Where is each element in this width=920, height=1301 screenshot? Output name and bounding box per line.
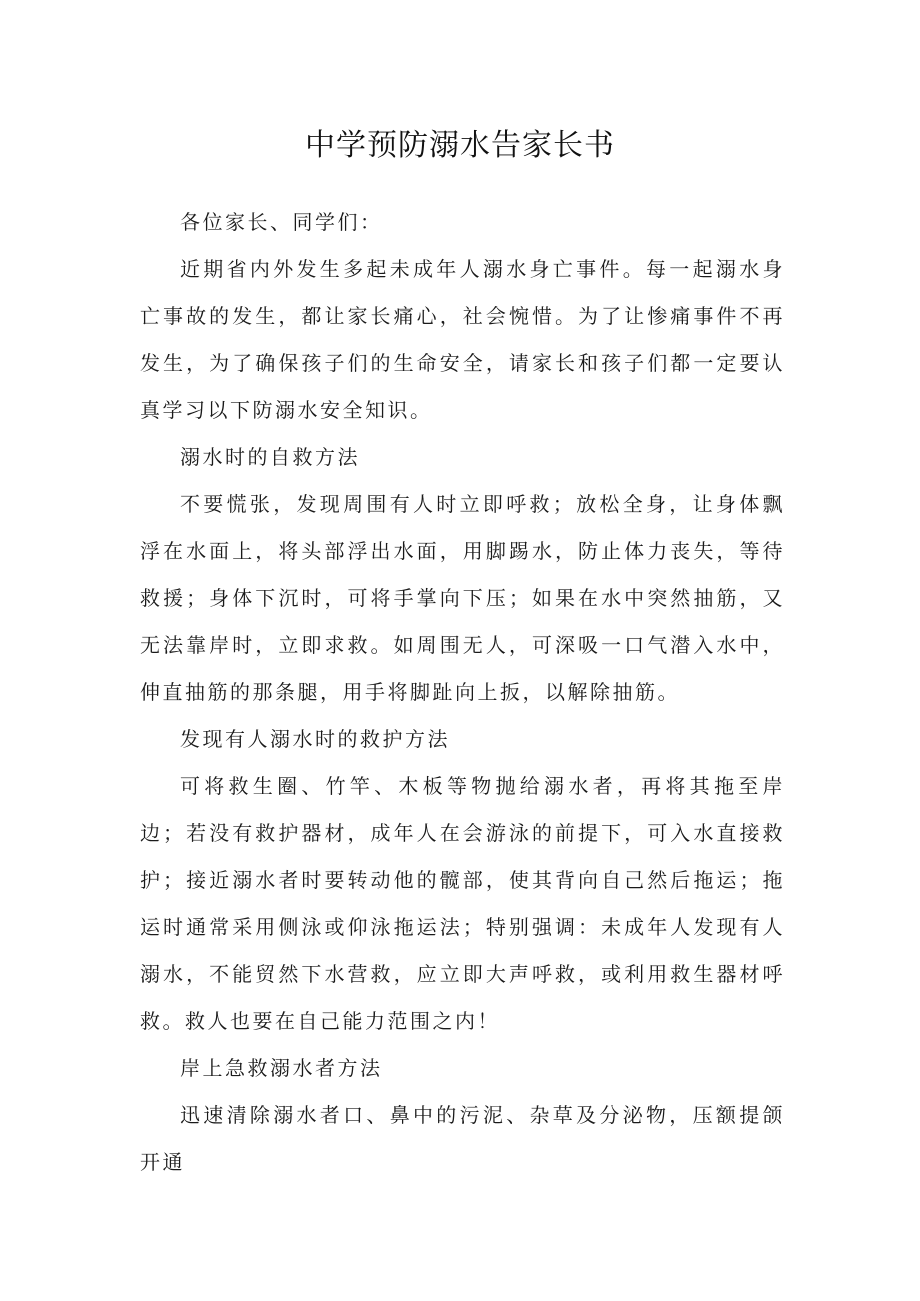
self-rescue-paragraph: 不要慌张，发现周围有人时立即呼救；放松全身，让身体飘浮在水面上，将头部浮出水面，用脚踢水，防止体力丧失，等待救援；身体下沉时，可将手掌向下压；如果在水中突然抽筋，又无法靠岸时，立即求救。如周围无人，可深吸一口气潜入水中，伸直抽筋的那条腿，用手将脚趾向上扳，以解除抽筋。: [140, 492, 785, 704]
salutation-paragraph: 各位家长、同学们：: [180, 210, 383, 234]
intro-paragraph: 近期省内外发生多起未成年人溺水身亡事件。每一起溺水身亡事故的发生，都让家长痛心，社会惋惜。为了让惨痛事件不再发生，为了确保孩子们的生命安全，请家长和孩子们都一定要认真学习以下防溺水安全知识。: [140, 257, 785, 422]
document-title: 中学预防溺水告家长书: [305, 128, 615, 163]
document-body: [140, 199, 785, 1186]
section-heading-rescue-others: 发现有人溺水时的救护方法: [180, 727, 450, 751]
section-heading-self-rescue: 溺水时的自救方法: [180, 445, 360, 469]
section-heading-shore-first-aid: 岸上急救溺水者方法: [180, 1056, 383, 1080]
shore-first-aid-paragraph: 迅速清除溺水者口、鼻中的污泥、杂草及分泌物，压额提颌开通: [140, 1103, 785, 1174]
rescue-others-paragraph: 可将救生圈、竹竿、木板等物抛给溺水者，再将其拖至岸边；若没有救护器材，成年人在会游泳的前提下，可入水直接救护；接近溺水者时要转动他的髋部，使其背向自己然后拖运；拖运时通常采用侧泳或仰泳拖运法；特别强调：未成年人发现有人溺水，不能贸然下水营救，应立即大声呼救，或利用救生器材呼救。救人也要在自己能力范围之内！: [140, 774, 785, 1033]
